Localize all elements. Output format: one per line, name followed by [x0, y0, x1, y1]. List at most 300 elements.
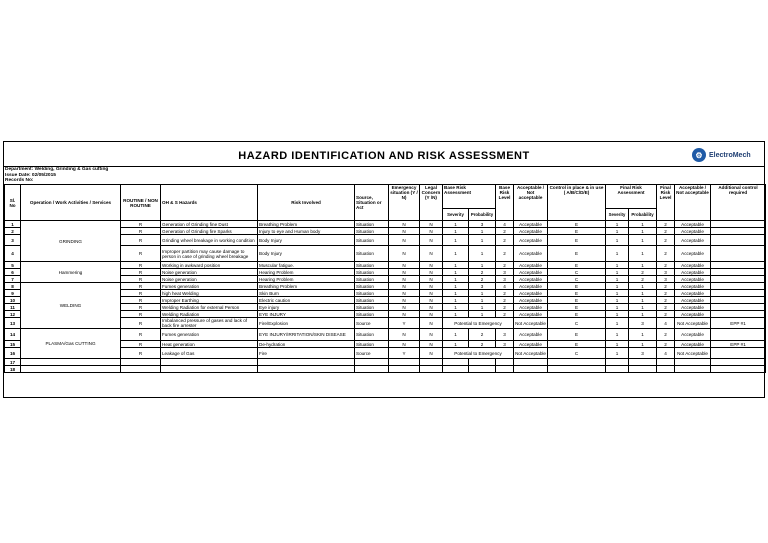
empty-cell: [496, 366, 514, 373]
additional-control-cell: [711, 297, 766, 304]
final-severity-cell: 1: [606, 297, 629, 304]
final-probability-cell: 1: [629, 235, 657, 246]
legal-cell: N: [420, 228, 443, 235]
control-cell: C: [548, 318, 606, 329]
table-row: [5, 329, 766, 341]
row-number: 1: [5, 221, 21, 228]
row-number: 7: [5, 276, 21, 283]
final-severity-cell: 1: [606, 221, 629, 228]
department-label: Department: Welding, Grinding & Gas cutting: [5, 167, 109, 172]
empty-cell: [496, 359, 514, 366]
probability-cell: 2: [469, 341, 496, 348]
risk-cell: EYE INJURY: [258, 311, 355, 318]
header-probability: Probability: [469, 209, 496, 221]
row-number: 3: [5, 235, 21, 246]
routine-cell: R: [121, 341, 161, 348]
legal-cell: N: [420, 329, 443, 341]
final-acceptable-cell: Acceptable: [675, 290, 711, 297]
final-risk-level-cell: 2: [657, 283, 675, 290]
control-cell: C: [548, 348, 606, 359]
acceptable-cell: Acceptable: [514, 341, 548, 348]
probability-cell: 1: [469, 311, 496, 318]
row-number: 17: [5, 359, 21, 366]
final-acceptable-cell: Acceptable: [675, 235, 711, 246]
final-risk-level-cell: 2: [657, 329, 675, 341]
row-number: 18: [5, 366, 21, 373]
hazard-cell: Imbalanced pressure of gases and lack of back fire arrester: [161, 318, 258, 329]
probability-cell: 1: [469, 235, 496, 246]
empty-cell: [629, 359, 657, 366]
routine-cell: R: [121, 297, 161, 304]
legal-cell: N: [420, 269, 443, 276]
empty-cell: [469, 359, 496, 366]
source-cell: Situation: [355, 329, 389, 341]
empty-cell: [657, 359, 675, 366]
probability-cell: 3: [469, 283, 496, 290]
acceptable-cell: Acceptable: [514, 228, 548, 235]
routine-cell: R: [121, 304, 161, 311]
table-row: [5, 221, 766, 228]
row-number: 2: [5, 228, 21, 235]
final-probability-cell: 1: [629, 304, 657, 311]
row-number: 13: [5, 318, 21, 329]
source-cell: Situation: [355, 304, 389, 311]
final-probability-cell: 1: [629, 290, 657, 297]
severity-cell: 1: [443, 246, 469, 262]
final-severity-cell: 1: [606, 318, 629, 329]
document-meta: [5, 167, 108, 184]
risk-cell: Electric caution: [258, 297, 355, 304]
page-title: HAZARD IDENTIFICATION AND RISK ASSESSMENT: [238, 150, 530, 162]
operation-cell: PLASMA/Gas CUTTING: [21, 329, 121, 359]
probability-cell: 2: [469, 329, 496, 341]
acceptable-cell: Not Acceptable: [514, 318, 548, 329]
final-risk-level-cell: 2: [657, 235, 675, 246]
emergency-cell: Y: [389, 318, 420, 329]
acceptable-cell: Acceptable: [514, 246, 548, 262]
final-severity-cell: 1: [606, 228, 629, 235]
company-logo: [692, 147, 751, 163]
table-row: [5, 366, 766, 373]
severity-cell: 1: [443, 276, 469, 283]
table-row: [5, 359, 766, 366]
empty-cell: [548, 366, 606, 373]
risk-table: [4, 184, 766, 373]
probability-cell: 1: [469, 228, 496, 235]
final-risk-level-cell: 2: [657, 228, 675, 235]
severity-cell: 1: [443, 290, 469, 297]
routine-cell: R: [121, 246, 161, 262]
emergency-cell: N: [389, 304, 420, 311]
source-cell: Situation: [355, 341, 389, 348]
final-probability-cell: 1: [629, 228, 657, 235]
potential-emergency-cell: Potential to Emergency: [443, 318, 514, 329]
hazard-cell: Improper partition may cause damage to person in case of grinding wheel breakage: [161, 246, 258, 262]
additional-control-cell: [711, 235, 766, 246]
issue-date-label: Issue Date: 02/05/2015: [5, 172, 56, 178]
header-emergency: Emergency situation (Y / N): [389, 185, 420, 221]
source-cell: Situation: [355, 246, 389, 262]
hazard-cell: Welding Radiation: [161, 311, 258, 318]
header-operation: Operation / Work Activities / Services: [21, 185, 121, 221]
final-risk-level-cell: 3: [657, 276, 675, 283]
risk-cell: Breathing Problem: [258, 221, 355, 228]
records-no-label: Records No:: [5, 178, 34, 184]
hazard-cell: Fumes generation: [161, 283, 258, 290]
row-number: 6: [5, 269, 21, 276]
emergency-cell: N: [389, 228, 420, 235]
empty-cell: [629, 366, 657, 373]
acceptable-cell: Not Acceptable: [514, 348, 548, 359]
legal-cell: N: [420, 348, 443, 359]
probability-cell: 1: [469, 304, 496, 311]
hazard-cell: Heat generation: [161, 341, 258, 348]
emergency-cell: N: [389, 290, 420, 297]
header-additional-control: Additional control required: [711, 185, 766, 221]
additional-control-cell: [711, 348, 766, 359]
severity-cell: 1: [443, 311, 469, 318]
emergency-cell: N: [389, 246, 420, 262]
legal-cell: N: [420, 262, 443, 269]
operation-cell: GRINDING: [21, 221, 121, 262]
risk-level-cell: 4: [496, 221, 514, 228]
routine-cell: R: [121, 262, 161, 269]
final-acceptable-cell: Acceptable: [675, 262, 711, 269]
risk-level-cell: 3: [496, 269, 514, 276]
risk-level-cell: 2: [496, 262, 514, 269]
final-acceptable-cell: Acceptable: [675, 341, 711, 348]
legal-cell: N: [420, 221, 443, 228]
risk-cell: Breathing Problem: [258, 283, 355, 290]
routine-cell: R: [121, 221, 161, 228]
emergency-cell: Y: [389, 348, 420, 359]
legal-cell: N: [420, 311, 443, 318]
risk-cell: Hearing Problem: [258, 269, 355, 276]
final-risk-level-cell: 2: [657, 262, 675, 269]
table-row: [5, 283, 766, 290]
final-probability-cell: 2: [629, 269, 657, 276]
severity-cell: 1: [443, 283, 469, 290]
final-severity-cell: 1: [606, 235, 629, 246]
empty-cell: [675, 366, 711, 373]
final-acceptable-cell: Acceptable: [675, 221, 711, 228]
hira-sheet: [3, 141, 765, 398]
risk-cell: Injury to eye and Human body: [258, 228, 355, 235]
row-number: 4: [5, 246, 21, 262]
source-cell: Situation: [355, 235, 389, 246]
hazard-cell: Working in awkward position: [161, 262, 258, 269]
additional-control-cell: [711, 290, 766, 297]
operation-cell: WELDING: [21, 283, 121, 329]
header-severity: Severity: [443, 209, 469, 221]
control-cell: E: [548, 246, 606, 262]
risk-level-cell: 3: [496, 276, 514, 283]
final-severity-cell: 1: [606, 283, 629, 290]
final-risk-level-cell: 2: [657, 290, 675, 297]
table-row: [5, 262, 766, 269]
final-acceptable-cell: Acceptable: [675, 304, 711, 311]
empty-cell: [657, 366, 675, 373]
final-acceptable-cell: Not Acceptable: [675, 318, 711, 329]
empty-cell: [469, 366, 496, 373]
routine-cell: R: [121, 235, 161, 246]
empty-cell: [443, 366, 469, 373]
empty-cell: [355, 366, 389, 373]
final-probability-cell: 1: [629, 221, 657, 228]
acceptable-cell: Acceptable: [514, 311, 548, 318]
control-cell: E: [548, 329, 606, 341]
probability-cell: 3: [469, 221, 496, 228]
severity-cell: 1: [443, 329, 469, 341]
potential-emergency-cell: Potential to Emergency: [443, 348, 514, 359]
operation-cell: [21, 359, 121, 366]
additional-control-cell: [711, 262, 766, 269]
probability-cell: 1: [469, 246, 496, 262]
emergency-cell: N: [389, 341, 420, 348]
header-final-level: Final Risk Level: [657, 185, 675, 221]
empty-cell: [258, 359, 355, 366]
acceptable-cell: Acceptable: [514, 235, 548, 246]
final-acceptable-cell: Acceptable: [675, 276, 711, 283]
empty-cell: [161, 359, 258, 366]
final-probability-cell: 1: [629, 341, 657, 348]
emergency-cell: N: [389, 297, 420, 304]
empty-cell: [514, 359, 548, 366]
final-acceptable-cell: Acceptable: [675, 311, 711, 318]
operation-cell: [21, 366, 121, 373]
final-severity-cell: 1: [606, 262, 629, 269]
routine-cell: R: [121, 269, 161, 276]
risk-cell: De-hydration: [258, 341, 355, 348]
empty-cell: [420, 359, 443, 366]
hazard-cell: Noise generation: [161, 276, 258, 283]
empty-cell: [121, 359, 161, 366]
risk-level-cell: 2: [496, 235, 514, 246]
row-number: 15: [5, 341, 21, 348]
hazard-cell: Leakage of Gas: [161, 348, 258, 359]
final-acceptable-cell: Acceptable: [675, 246, 711, 262]
control-cell: C: [548, 269, 606, 276]
additional-control-cell: [711, 221, 766, 228]
additional-control-cell: [711, 283, 766, 290]
additional-control-cell: [711, 304, 766, 311]
routine-cell: R: [121, 318, 161, 329]
source-cell: Source: [355, 348, 389, 359]
source-cell: Source: [355, 318, 389, 329]
empty-cell: [711, 366, 766, 373]
legal-cell: N: [420, 297, 443, 304]
severity-cell: 1: [443, 221, 469, 228]
final-severity-cell: 1: [606, 341, 629, 348]
risk-level-cell: 2: [496, 297, 514, 304]
source-cell: Situation: [355, 290, 389, 297]
emergency-cell: N: [389, 311, 420, 318]
probability-cell: 1: [469, 290, 496, 297]
logo-name: ElectroMech: [709, 151, 751, 159]
hazard-cell: Welding Radiation for external Person: [161, 304, 258, 311]
empty-cell: [121, 366, 161, 373]
severity-cell: 1: [443, 228, 469, 235]
row-number: 9: [5, 290, 21, 297]
acceptable-cell: Acceptable: [514, 221, 548, 228]
additional-control-cell: [711, 329, 766, 341]
header-hazards: OH & S Hazards: [161, 185, 258, 221]
emergency-cell: N: [389, 235, 420, 246]
final-risk-level-cell: 4: [657, 348, 675, 359]
final-risk-level-cell: 2: [657, 221, 675, 228]
hazard-cell: Grinding wheel breakage in working condition: [161, 235, 258, 246]
final-severity-cell: 1: [606, 246, 629, 262]
emergency-cell: N: [389, 276, 420, 283]
severity-cell: 1: [443, 341, 469, 348]
header-final-acceptable: Acceptable / Not acceptable: [675, 185, 711, 221]
additional-control-cell: [711, 228, 766, 235]
empty-cell: [443, 359, 469, 366]
acceptable-cell: Acceptable: [514, 297, 548, 304]
final-acceptable-cell: Acceptable: [675, 297, 711, 304]
additional-control-cell: [711, 246, 766, 262]
control-cell: E: [548, 290, 606, 297]
source-cell: Situation: [355, 221, 389, 228]
legal-cell: N: [420, 276, 443, 283]
risk-level-cell: 3: [496, 329, 514, 341]
hazard-cell: Improper Earthing: [161, 297, 258, 304]
header-base-level: Base Risk Level: [496, 185, 514, 221]
empty-cell: [711, 359, 766, 366]
probability-cell: 1: [469, 297, 496, 304]
acceptable-cell: Acceptable: [514, 283, 548, 290]
row-number: 10: [5, 297, 21, 304]
control-cell: E: [548, 297, 606, 304]
empty-cell: [514, 366, 548, 373]
control-cell: E: [548, 341, 606, 348]
header-sl: Sl. No: [5, 185, 21, 221]
final-severity-cell: 1: [606, 290, 629, 297]
additional-control-cell: [711, 276, 766, 283]
acceptable-cell: Acceptable: [514, 276, 548, 283]
final-acceptable-cell: Acceptable: [675, 228, 711, 235]
probability-cell: 2: [469, 269, 496, 276]
hazard-cell: Generation of Grinding fine Dust: [161, 221, 258, 228]
final-risk-level-cell: 3: [657, 269, 675, 276]
risk-cell: EYE INJURY/IRRITATION/SKIN DISEASE: [258, 329, 355, 341]
final-probability-cell: 3: [629, 348, 657, 359]
control-cell: E: [548, 262, 606, 269]
risk-cell: Fire/Explosion: [258, 318, 355, 329]
risk-level-cell: 2: [496, 304, 514, 311]
control-cell: E: [548, 304, 606, 311]
row-number: 12: [5, 311, 21, 318]
routine-cell: R: [121, 283, 161, 290]
empty-cell: [161, 366, 258, 373]
routine-cell: R: [121, 348, 161, 359]
additional-control-cell: [711, 311, 766, 318]
final-probability-cell: 1: [629, 329, 657, 341]
severity-cell: 1: [443, 269, 469, 276]
final-risk-level-cell: 2: [657, 304, 675, 311]
acceptable-cell: Acceptable: [514, 329, 548, 341]
final-risk-level-cell: 2: [657, 246, 675, 262]
risk-cell: Fire: [258, 348, 355, 359]
row-number: 8: [5, 283, 21, 290]
final-severity-cell: 1: [606, 269, 629, 276]
emergency-cell: N: [389, 221, 420, 228]
source-cell: Situation: [355, 269, 389, 276]
row-number: 16: [5, 348, 21, 359]
header-final-assessment: Final Risk Assessment: [606, 185, 657, 209]
final-probability-cell: 1: [629, 297, 657, 304]
hazard-cell: Noise generation: [161, 269, 258, 276]
control-cell: E: [548, 228, 606, 235]
emergency-cell: N: [389, 329, 420, 341]
risk-level-cell: 2: [496, 246, 514, 262]
final-acceptable-cell: Acceptable: [675, 283, 711, 290]
row-number: 5: [5, 262, 21, 269]
final-risk-level-cell: 2: [657, 311, 675, 318]
control-cell: E: [548, 235, 606, 246]
logo-icon: ⚙: [692, 148, 706, 162]
final-severity-cell: 1: [606, 348, 629, 359]
final-probability-cell: 3: [629, 318, 657, 329]
additional-control-cell: [711, 269, 766, 276]
operation-cell: Hammering: [21, 262, 121, 283]
source-cell: Situation: [355, 311, 389, 318]
additional-control-cell: EPP #1: [711, 341, 766, 348]
emergency-cell: N: [389, 269, 420, 276]
final-risk-level-cell: 4: [657, 318, 675, 329]
severity-cell: 1: [443, 235, 469, 246]
acceptable-cell: Acceptable: [514, 290, 548, 297]
source-cell: Situation: [355, 276, 389, 283]
header-final-severity: Severity: [606, 209, 629, 221]
emergency-cell: N: [389, 283, 420, 290]
source-cell: Situation: [355, 262, 389, 269]
risk-cell: Body Injury: [258, 246, 355, 262]
row-number: 14: [5, 329, 21, 341]
legal-cell: N: [420, 318, 443, 329]
risk-cell: Body Injury: [258, 235, 355, 246]
legal-cell: N: [420, 235, 443, 246]
header-acceptable: Acceptable / Not acceptable: [514, 185, 548, 221]
header-legal: Legal Concern (Y /N): [420, 185, 443, 221]
risk-level-cell: 4: [496, 283, 514, 290]
final-acceptable-cell: Acceptable: [675, 269, 711, 276]
final-acceptable-cell: Not Acceptable: [675, 348, 711, 359]
source-cell: Situation: [355, 297, 389, 304]
hazard-cell: Generation of Grinding fire Sparks: [161, 228, 258, 235]
risk-level-cell: 2: [496, 228, 514, 235]
emergency-cell: N: [389, 262, 420, 269]
severity-cell: 1: [443, 304, 469, 311]
final-severity-cell: 1: [606, 311, 629, 318]
final-risk-level-cell: 2: [657, 297, 675, 304]
empty-cell: [355, 359, 389, 366]
legal-cell: N: [420, 341, 443, 348]
final-probability-cell: 1: [629, 283, 657, 290]
empty-cell: [606, 359, 629, 366]
source-cell: Situation: [355, 283, 389, 290]
risk-cell: Skin Burn: [258, 290, 355, 297]
control-cell: C: [548, 276, 606, 283]
routine-cell: R: [121, 276, 161, 283]
empty-cell: [389, 366, 420, 373]
risk-cell: Eye injury: [258, 304, 355, 311]
probability-cell: 1: [469, 262, 496, 269]
hazard-cell: high heat Welding: [161, 290, 258, 297]
probability-cell: 2: [469, 276, 496, 283]
final-risk-level-cell: 2: [657, 341, 675, 348]
routine-cell: R: [121, 311, 161, 318]
